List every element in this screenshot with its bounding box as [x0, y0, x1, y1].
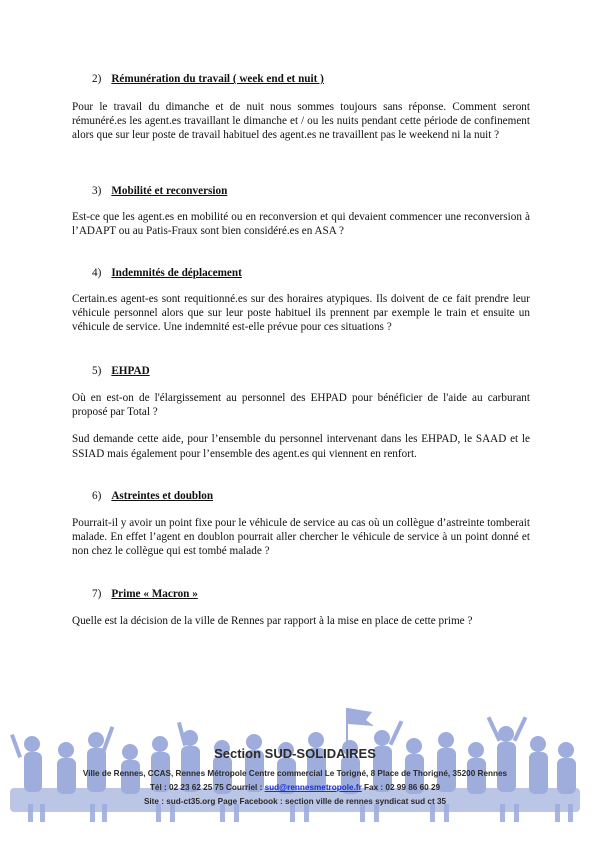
- section-paragraph: Est-ce que les agent.es en mobilité ou en reconversion et qui devaient commencer une reconversion à l’ADAPT ou au Patis-Fraux sont bien considéré.es en ASA ?: [72, 211, 530, 238]
- section-title: Rémunération du travail ( week end et nuit ): [111, 73, 324, 85]
- footer-fax: Fax : 02 99 86 60 29: [361, 783, 441, 792]
- section-paragraph: Où en est-on de l'élargissement au personnel des EHPAD pour bénéficier de l'aide au carburant proposé par Total ?: [72, 392, 530, 419]
- section-mobilite: [72, 184, 530, 238]
- section-ehpad: [72, 364, 530, 461]
- footer-tel: Tél : 02 23 62 25 75 Courriel :: [149, 783, 265, 792]
- section-paragraph: Pourrait-il y avoir un point fixe pour le véhicule de service au cas où un collègue d’astreinte tomberait malade. En effet l’agent en doublon pourrait aller chercher le véhicule de service à un point donné et non chez le collègue qui est tombé malade ?: [72, 517, 530, 558]
- section-indemnites: [72, 266, 530, 335]
- section-paragraph: Certain.es agent-es sont requitionné.es sur des horaires atypiques. Ils doivent de ce fait prendre leur véhicule personnel alors que sur leur poste habituel ils prennent par exemple le train et ensuite un véhicule de service. Une indemnité est-elle prévue pour ces situations ?: [72, 293, 530, 334]
- section-astreintes: [72, 489, 530, 559]
- footer-address: Ville de Rennes, CCAS, Rennes Métropole Centre commercial Le Torigné, 8 Place de Thorigné, 35200 Rennes: [82, 769, 508, 778]
- section-number: 2): [92, 73, 102, 85]
- section-heading: [92, 266, 530, 280]
- footer-email-link[interactable]: sud@rennesmetropole.fr: [264, 783, 362, 792]
- section-heading: [92, 72, 530, 86]
- section-heading: [92, 489, 530, 503]
- section-paragraph: Quelle est la décision de la ville de Rennes par rapport à la mise en place de cette prime ?: [72, 615, 473, 627]
- footer-site: Site : sud-ct35.org Page Facebook : section ville de rennes syndicat sud ct 35: [143, 797, 447, 806]
- section-title: EHPAD: [111, 365, 150, 377]
- section-title: Indemnités de déplacement: [111, 267, 242, 279]
- section-title: Mobilité et reconversion: [111, 185, 228, 197]
- section-paragraph: Pour le travail du dimanche et de nuit nous sommes toujours sans réponse. Comment seront rémunéré.es les agent.es travaillant le dimanche et / ou les nuits pendant cette période de confinement alors que sur leur poste de travail habituel des agent.es ne travaillent pas le weekend ni la nuit ?: [72, 101, 530, 142]
- footer-contact-line: [10, 781, 580, 795]
- section-heading: [92, 364, 530, 378]
- section-number: 7): [92, 588, 102, 600]
- section-number: 6): [92, 490, 102, 502]
- section-number: 5): [92, 365, 102, 377]
- section-heading: [92, 184, 530, 198]
- section-number: 3): [92, 185, 102, 197]
- section-prime: [72, 587, 530, 628]
- footer-contact-block: [10, 746, 580, 809]
- section-remuneration: [72, 72, 530, 143]
- footer-title: Section SUD-SOLIDAIRES: [214, 746, 376, 761]
- section-heading: [92, 587, 530, 601]
- footer-banner: [10, 704, 580, 824]
- section-number: 4): [92, 267, 102, 279]
- section-title: Prime « Macron »: [111, 588, 198, 600]
- section-title: Astreintes et doublon: [111, 490, 214, 502]
- section-paragraph: Sud demande cette aide, pour l’ensemble du personnel intervenant dans les EHPAD, le SAAD et le SSIAD mais également pour l’ensemble des agent.es qui viennent en renfort.: [72, 433, 530, 460]
